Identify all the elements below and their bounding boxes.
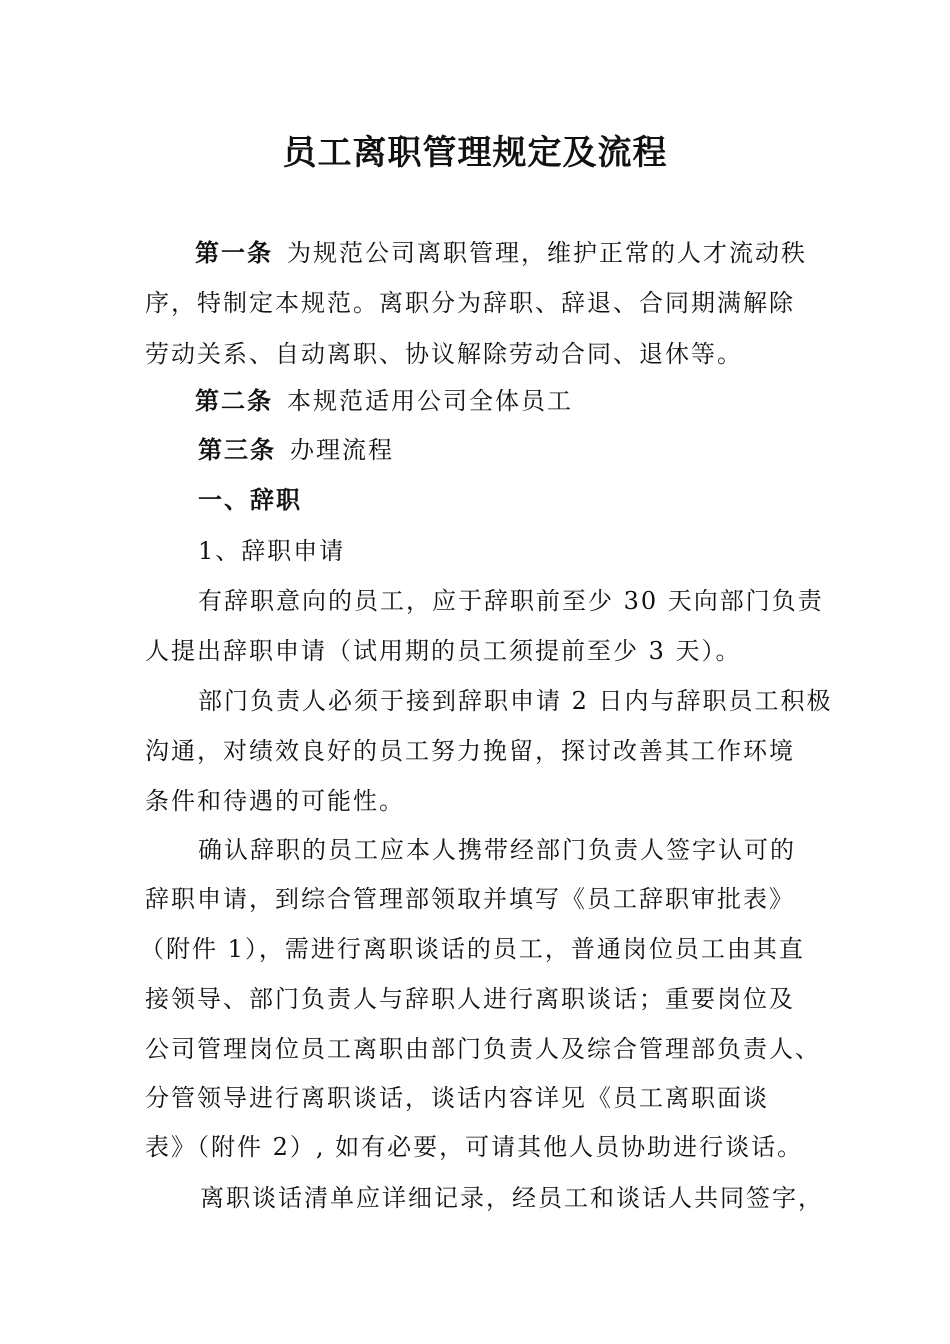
paragraph-3-line-6: 分管领导进行离职谈话，谈话内容详见《员工离职面谈 [145, 1084, 769, 1112]
paragraph-1-line-2: 人提出辞职申请（试用期的员工须提前至少 3 天）。 [145, 637, 742, 665]
article-1-line-1 [195, 236, 807, 270]
article-3-text: 办理流程 [290, 436, 394, 464]
article-2-heading: 第二条 [195, 386, 273, 415]
section-heading: 一、辞职 [198, 485, 302, 514]
paragraph-4-line-1: 离职谈话清单应详细记录，经员工和谈话人共同签字， [200, 1184, 824, 1212]
article-1-heading: 第一条 [195, 238, 273, 267]
article-1-line-3: 劳动关系、自动离职、协议解除劳动合同、退休等。 [145, 340, 743, 368]
paragraph-3-line-5: 公司管理岗位员工离职由部门负责人及综合管理部负责人、 [145, 1035, 821, 1063]
article-3-heading: 第三条 [198, 435, 276, 464]
paragraph-2-line-1: 部门负责人必须于接到辞职申请 2 日内与辞职员工积极 [198, 687, 833, 715]
paragraph-3-line-2: 辞职申请，到综合管理部领取并填写《员工辞职审批表》 [145, 885, 795, 913]
document-title: 员工离职管理规定及流程 [282, 133, 668, 173]
subsection-heading: 1、辞职申请 [198, 537, 346, 565]
paragraph-3-line-1: 确认辞职的员工应本人携带经部门负责人签字认可的 [198, 836, 796, 864]
article-1-line-2: 序，特制定本规范。离职分为辞职、辞退、合同期满解除 [145, 289, 795, 317]
paragraph-3-line-7: 表》（附件 2）, 如有必要，可请其他人员协助进行谈话。 [145, 1133, 804, 1161]
article-1-text: 为规范公司离职管理，维护正常的人才流动秩 [287, 239, 807, 267]
paragraph-3-line-3: （附件 1），需进行离职谈话的员工，普通岗位员工由其直 [140, 935, 805, 963]
article-3-line [198, 433, 394, 467]
article-2-line [195, 384, 573, 418]
paragraph-2-line-3: 条件和待遇的可能性。 [145, 787, 405, 815]
article-2-text: 本规范适用公司全体员工 [287, 387, 573, 415]
paragraph-2-line-2: 沟通，对绩效良好的员工努力挽留，探讨改善其工作环境 [145, 737, 795, 765]
paragraph-1-line-1: 有辞职意向的员工，应于辞职前至少 30 天向部门负责 [198, 587, 824, 615]
paragraph-3-line-4: 接领导、部门负责人与辞职人进行离职谈话；重要岗位及 [145, 985, 795, 1013]
